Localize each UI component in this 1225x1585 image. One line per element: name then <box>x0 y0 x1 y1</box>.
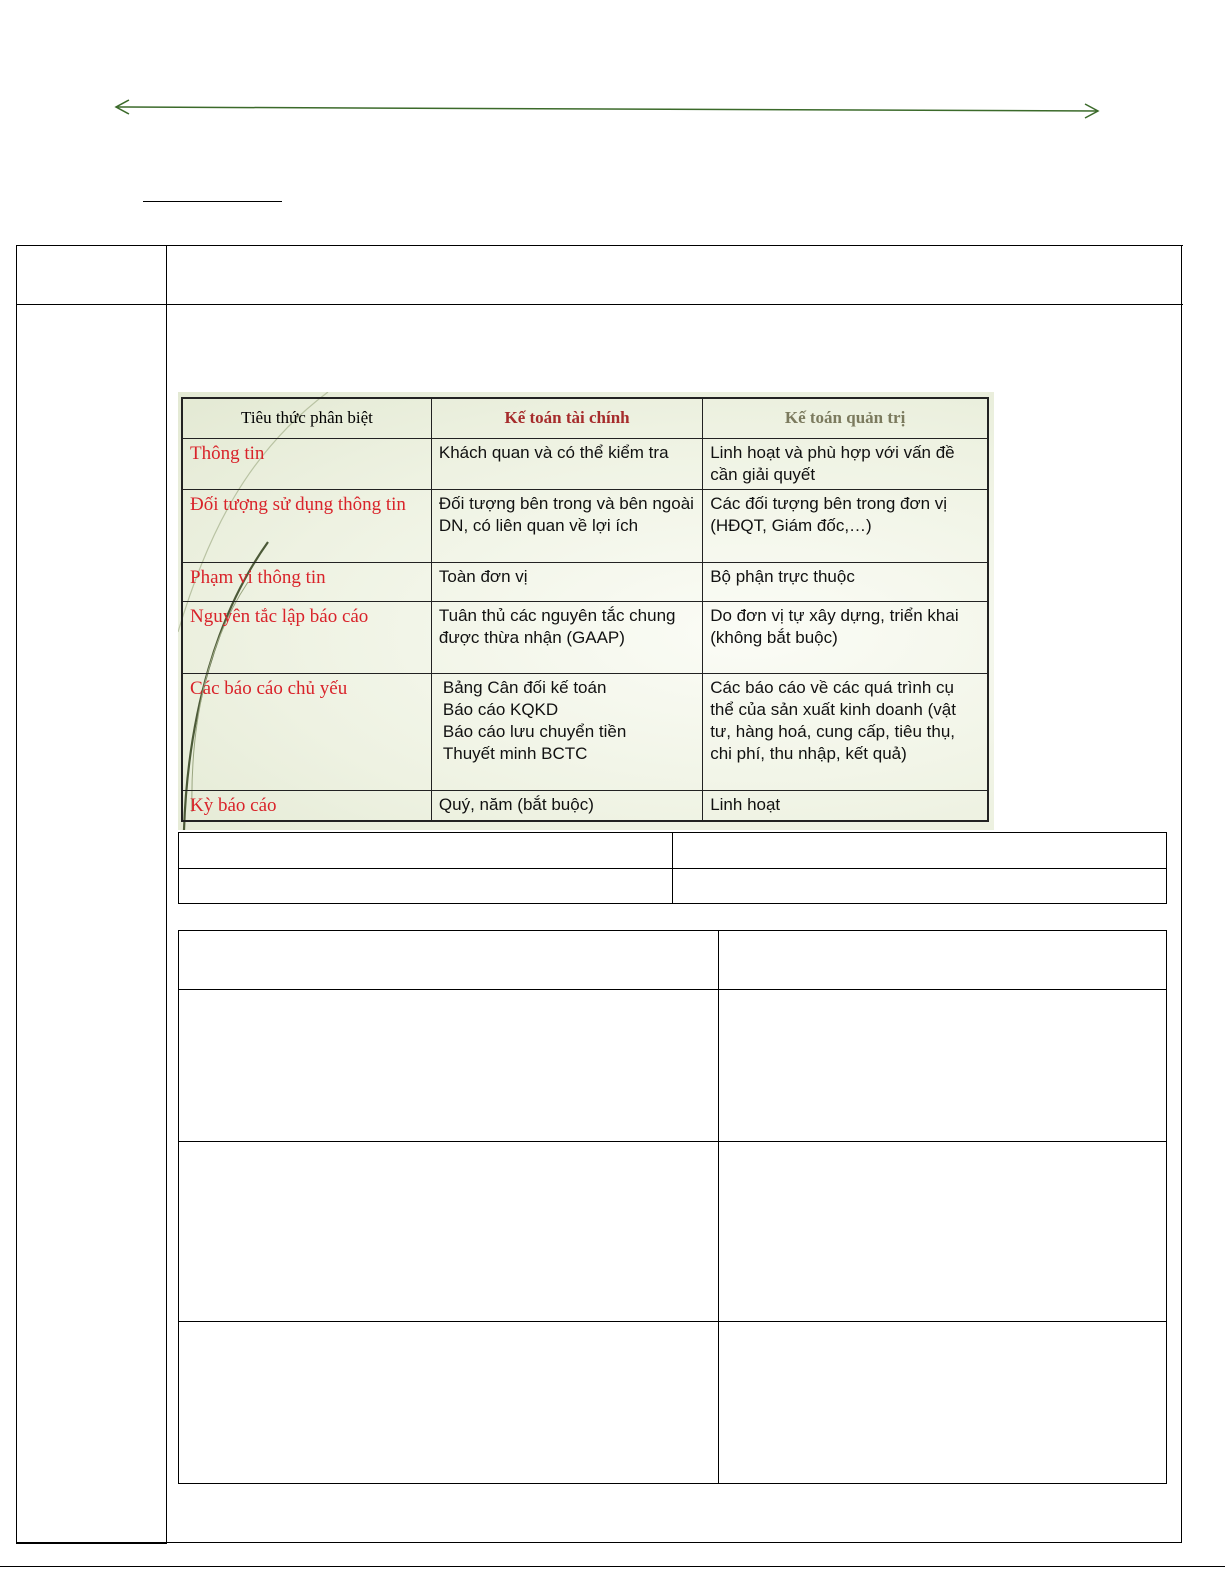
table-row <box>182 489 988 562</box>
header-management: Kế toán quản trị <box>703 398 988 438</box>
table-row <box>182 601 988 673</box>
criterion-cell: Kỳ báo cáo <box>182 790 431 821</box>
header-row <box>182 398 988 438</box>
table-row <box>182 790 988 821</box>
table-row <box>182 673 988 790</box>
financial-cell: Quý, năm (bắt buộc) <box>431 790 702 821</box>
table-row <box>182 562 988 601</box>
report-line: Báo cáo KQKD <box>442 699 559 719</box>
management-cell: Linh hoạt và phù hợp với vấn đề cần giải quyết <box>703 438 988 489</box>
financial-cell: Toàn đơn vị <box>431 562 702 601</box>
management-cell: Các báo cáo về các quá trình cụ thể của sản xuất kinh doanh (vật tư, hàng hoá, cung cấp, tiêu thụ, chi phí, thu nhập, kết quả) <box>703 673 988 790</box>
management-cell: Bộ phận trực thuộc <box>703 562 988 601</box>
financial-cell <box>431 673 702 790</box>
management-cell: Do đơn vị tự xây dựng, triển khai (không bắt buộc) <box>703 601 988 673</box>
report-line: Báo cáo lưu chuyển tiền <box>442 721 627 741</box>
financial-cell: Khách quan và có thể kiểm tra <box>431 438 702 489</box>
double-arrow-line <box>110 98 1106 122</box>
criterion-cell: Phạm vi thông tin <box>182 562 431 601</box>
heading-underline <box>143 201 282 202</box>
comparison-table <box>181 397 989 822</box>
criterion-cell: Nguyên tắc lập báo cáo <box>182 601 431 673</box>
financial-cell: Đối tượng bên trong và bên ngoài DN, có liên quan về lợi ích <box>431 489 702 562</box>
financial-cell: Tuân thủ các nguyên tắc chung được thừa nhận (GAAP) <box>431 601 702 673</box>
comparison-table-image <box>178 392 994 830</box>
header-criteria: Tiêu thức phân biệt <box>182 398 431 438</box>
criterion-cell: Các báo cáo chủ yếu <box>182 673 431 790</box>
criterion-cell: Đối tượng sử dụng thông tin <box>182 489 431 562</box>
management-cell: Linh hoạt <box>703 790 988 821</box>
report-line: Bảng Cân đối kế toán <box>442 677 607 697</box>
header-financial: Kế toán tài chính <box>431 398 702 438</box>
criterion-cell: Thông tin <box>182 438 431 489</box>
management-cell: Các đối tượng bên trong đơn vị (HĐQT, Giám đốc,…) <box>703 489 988 562</box>
page-bottom-rule <box>0 1566 1225 1567</box>
table-row <box>182 438 988 489</box>
report-line: Thuyết minh BCTC <box>442 743 588 763</box>
